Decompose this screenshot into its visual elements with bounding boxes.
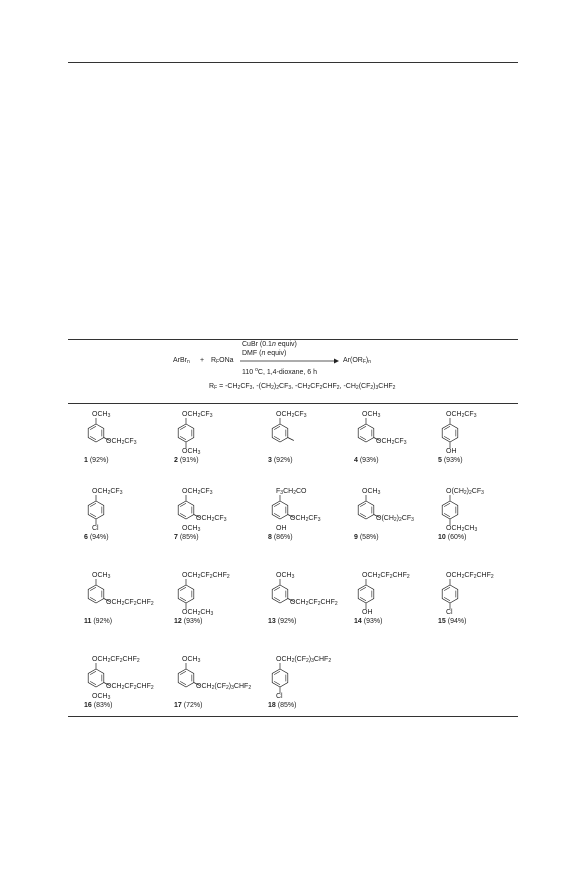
reactant-rfona: $R_FONa$ (211, 357, 234, 365)
compound-caption: 3 (92%) (268, 457, 293, 464)
condition-temperature: 110 $^o$C, 1,4-dioxane, 6 h (242, 367, 318, 376)
substituent-label: $OCH_3$ (182, 656, 201, 664)
substituent-label: $OCH_2CF_3$ (276, 411, 307, 419)
substituent-label: $OCH_2CF_3$ (182, 411, 213, 419)
substituent-label: $OCH_2CF_2CHF_2$ (106, 683, 154, 691)
substituent-label: $O(CH_2)_2CF_3$ (376, 515, 414, 523)
compound-16 (78, 650, 178, 720)
substituent-label: $O(CH_2)_2CF_3$ (446, 488, 484, 496)
substituent-label: $OCH_2CF_2CHF_2$ (362, 572, 410, 580)
substituent-label: $OCH_3$ (362, 411, 381, 419)
substituent-label: $OCH_3$ (92, 572, 111, 580)
substituent-label: Cl (446, 609, 453, 616)
plus-sign: + (200, 357, 205, 364)
compound-caption: 16 (83%) (84, 702, 113, 709)
compound-2 (168, 405, 268, 475)
substituent-label: $OCH_2CF_3$ (290, 515, 321, 523)
compound-caption: 12 (93%) (174, 618, 203, 625)
substituent-label: $OCH_2CF_2CHF_2$ (446, 572, 494, 580)
condition-dmf: DMF (n equiv) (242, 350, 287, 357)
compound-18 (262, 650, 362, 720)
substituent-label: $OCH_2(CF_2)_3CHF_2$ (196, 683, 252, 691)
substituent-label: $OCH_2CF_3$ (376, 438, 407, 446)
substituent-label: $OCH_2CF_3$ (446, 411, 477, 419)
substituent-label: OH (276, 525, 287, 532)
condition-catalyst: CuBr (0.1n equiv) (242, 341, 297, 348)
compound-caption: 9 (58%) (354, 534, 379, 541)
substituent-label: $OCH_3$ (182, 525, 201, 533)
compound-6 (78, 482, 178, 552)
compound-caption: 13 (92%) (268, 618, 297, 625)
substituent-label: $F_3CH_2CO$ (276, 488, 307, 496)
compound-3 (262, 405, 362, 475)
compound-8 (262, 482, 362, 552)
substituent-label: $OCH_2CF_2CHF_2$ (182, 572, 230, 580)
substituent-label: $OCH_3$ (92, 411, 111, 419)
rf-definition: $R_F = -CH_2CF_3$, $-(CH_2)_2CF_3$, $-CH_2CF_2CHF_2$, $-CH_2(CF_2)_3CHF_2$ (209, 383, 396, 391)
substituent-label: $OCH_2CH_3$ (182, 609, 214, 617)
compound-1 (78, 405, 178, 475)
compound-13 (262, 566, 362, 636)
compound-caption: 11 (92%) (84, 618, 113, 625)
substituent-label: Cl (276, 693, 283, 700)
compound-caption: 17 (72%) (174, 702, 203, 709)
compound-caption: 14 (93%) (354, 618, 383, 625)
compound-caption: 15 (94%) (438, 618, 467, 625)
substituent-label: OH (446, 448, 457, 455)
compound-12 (168, 566, 268, 636)
substituent-label: $OCH_2CF_3$ (106, 438, 137, 446)
compound-caption: 5 (93%) (438, 457, 463, 464)
scheme-top-rule (68, 339, 518, 340)
substituent-label: $OCH_3$ (182, 448, 201, 456)
compound-caption: 10 (60%) (438, 534, 467, 541)
substituent-label: $OCH_3$ (276, 572, 295, 580)
substituent-label: $OCH_2CF_2CHF_2$ (106, 599, 154, 607)
substituent-label: $OCH_2(CF_2)_3CHF_2$ (276, 656, 332, 664)
substituent-label: $OCH_3$ (92, 693, 111, 701)
substituent-label: $OCH_2CF_3$ (196, 515, 227, 523)
substituent-label: Cl (92, 525, 99, 532)
compound-caption: 2 (91%) (174, 457, 199, 464)
product-label: $Ar(OR_F)_n$ (343, 357, 372, 365)
scheme-mid-rule (68, 403, 518, 404)
compound-caption: 7 (85%) (174, 534, 199, 541)
compound-11 (78, 566, 178, 636)
compound-caption: 6 (94%) (84, 534, 109, 541)
reaction-arrow (240, 358, 340, 364)
top-page-rule (68, 62, 518, 63)
compound-7 (168, 482, 268, 552)
compound-caption: 18 (85%) (268, 702, 297, 709)
substituent-label: $OCH_2CF_2CHF_2$ (92, 656, 140, 664)
compound-15 (432, 566, 532, 636)
compound-10 (432, 482, 532, 552)
compound-caption: 8 (86%) (268, 534, 293, 541)
compound-caption: 4 (93%) (354, 457, 379, 464)
substituent-label: $OCH_2CF_3$ (182, 488, 213, 496)
compound-17 (168, 650, 268, 720)
compound-5 (432, 405, 532, 475)
reactant-arbr: ArBr$_n$ (173, 357, 190, 365)
substituent-label: $OCH_2CH_3$ (446, 525, 478, 533)
substituent-label: $OCH_2CF_3$ (92, 488, 123, 496)
substituent-label: OH (362, 609, 373, 616)
compound-caption: 1 (92%) (84, 457, 109, 464)
substituent-label: $OCH_3$ (362, 488, 381, 496)
substituent-label: $OCH_2CF_2CHF_2$ (290, 599, 338, 607)
